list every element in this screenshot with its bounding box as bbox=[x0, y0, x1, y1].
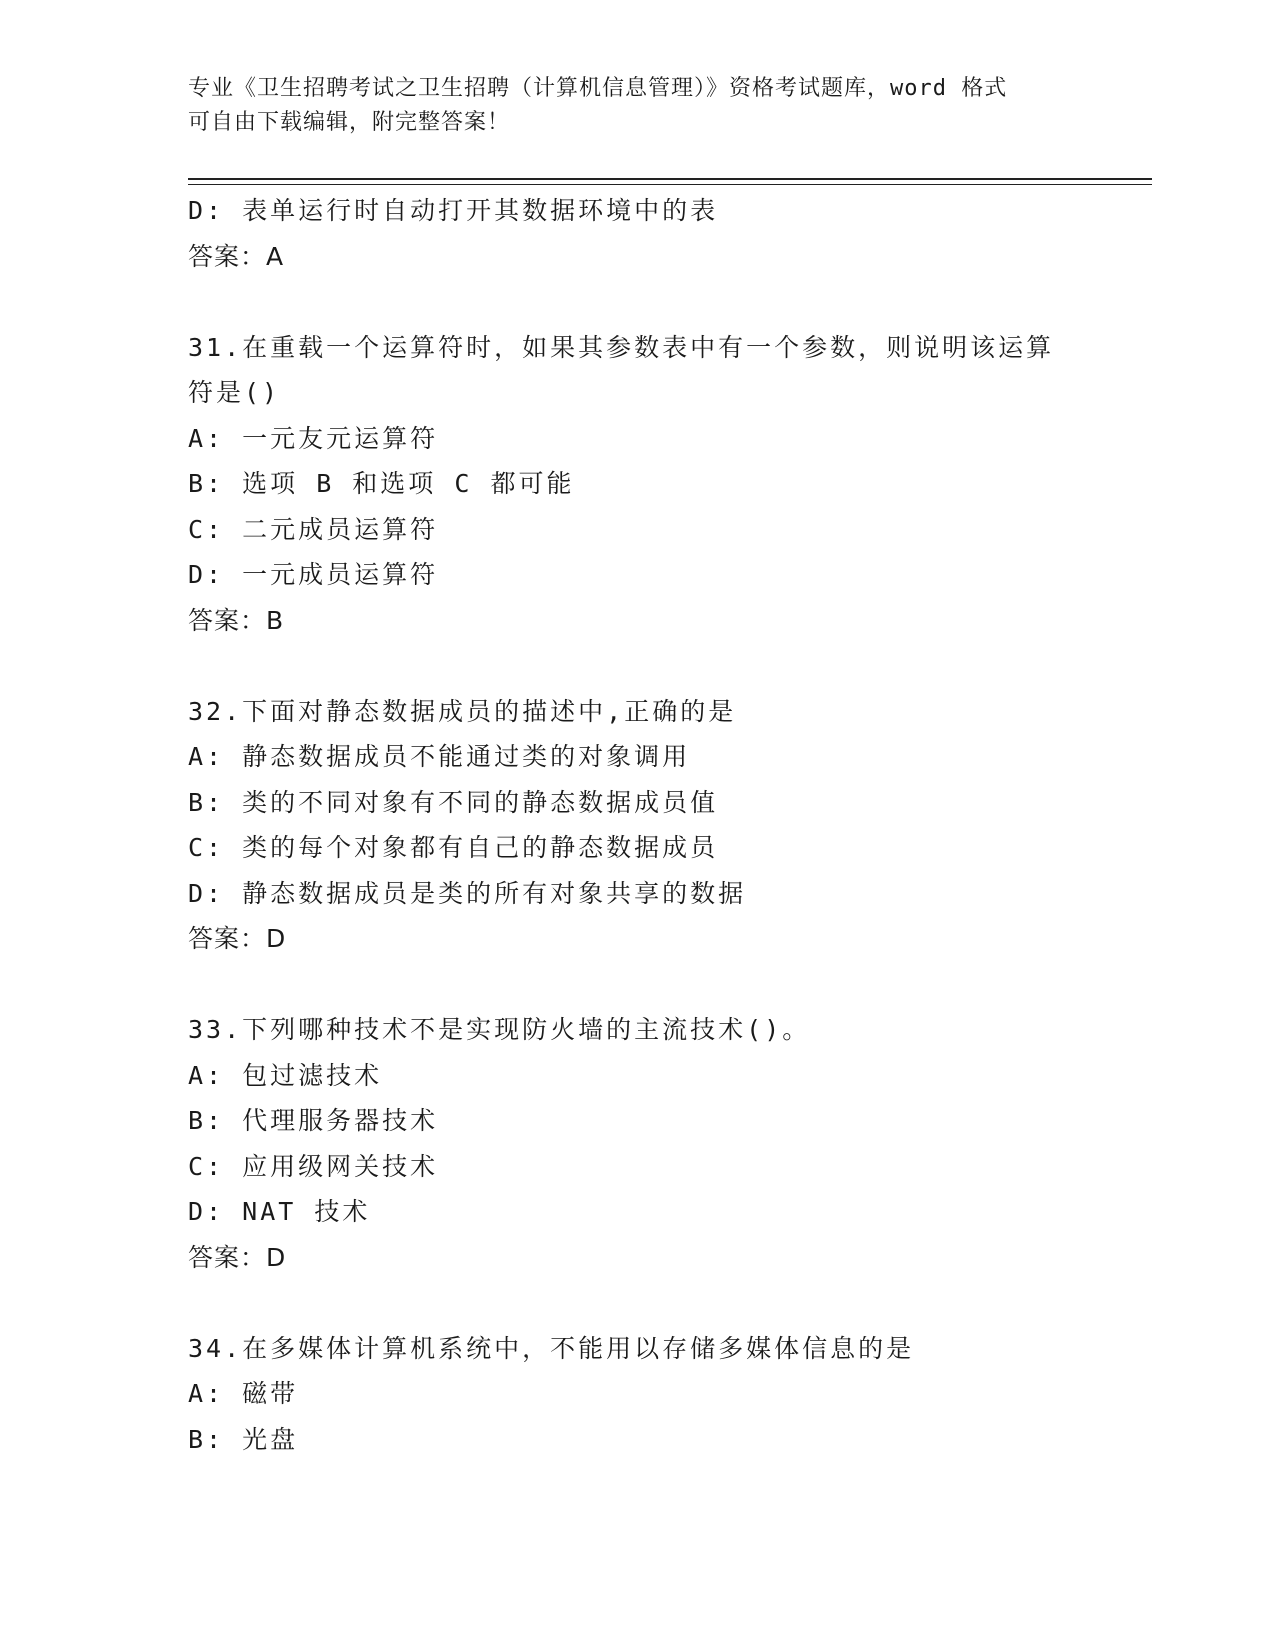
header-line-1: 专业《卫生招聘考试之卫生招聘（计算机信息管理）》资格考试题库，word 格式 bbox=[188, 76, 1008, 101]
option-b: B: 光盘 bbox=[188, 1424, 299, 1454]
previous-question-tail bbox=[188, 188, 1088, 279]
spacer bbox=[188, 279, 1088, 325]
spacer bbox=[188, 643, 1088, 689]
answer-line: 答案：A bbox=[188, 241, 285, 271]
answer-line: 答案：B bbox=[188, 605, 285, 635]
answer-line: 答案：D bbox=[188, 1242, 287, 1272]
option-d: D: NAT 技术 bbox=[188, 1197, 371, 1226]
question-title: 32.下面对静态数据成员的描述中,正确的是 bbox=[188, 696, 737, 726]
header-line-2: 可自由下载编辑，附完整答案！ bbox=[188, 110, 511, 135]
option-d: D: 一元成员运算符 bbox=[188, 560, 439, 589]
question-title: 31.在重载一个运算符时，如果其参数表中有一个参数，则说明该运算 bbox=[188, 332, 1055, 362]
option-b: B: 代理服务器技术 bbox=[188, 1106, 439, 1135]
option-c: C: 应用级网关技术 bbox=[188, 1151, 439, 1181]
option-a: A: 磁带 bbox=[188, 1379, 299, 1408]
option-d: D: 表单运行时自动打开其数据环境中的表 bbox=[188, 196, 719, 225]
question-32 bbox=[188, 689, 1088, 962]
spacer bbox=[188, 962, 1088, 1008]
question-list bbox=[188, 188, 1088, 1462]
document-header bbox=[188, 72, 1068, 140]
option-a: A: 包过滤技术 bbox=[188, 1060, 383, 1090]
question-31 bbox=[188, 325, 1088, 644]
question-34 bbox=[188, 1326, 1088, 1463]
header-divider-thick bbox=[188, 178, 1152, 180]
option-b: B: 类的不同对象有不同的静态数据成员值 bbox=[188, 787, 719, 817]
answer-line: 答案：D bbox=[188, 924, 287, 953]
option-b: B: 选项 B 和选项 C 都可能 bbox=[188, 469, 575, 498]
question-title-continued: 符是() bbox=[188, 378, 281, 407]
question-33 bbox=[188, 1007, 1088, 1280]
option-c: C: 类的每个对象都有自己的静态数据成员 bbox=[188, 833, 719, 862]
question-title: 34.在多媒体计算机系统中，不能用以存储多媒体信息的是 bbox=[188, 1333, 915, 1363]
question-title: 33.下列哪种技术不是实现防火墙的主流技术()。 bbox=[188, 1015, 811, 1044]
header-divider-thin bbox=[188, 184, 1152, 185]
option-a: A: 静态数据成员不能通过类的对象调用 bbox=[188, 742, 691, 771]
option-c: C: 二元成员运算符 bbox=[188, 514, 439, 544]
option-a: A: 一元友元运算符 bbox=[188, 423, 439, 453]
option-d: D: 静态数据成员是类的所有对象共享的数据 bbox=[188, 878, 747, 908]
spacer bbox=[188, 1280, 1088, 1326]
